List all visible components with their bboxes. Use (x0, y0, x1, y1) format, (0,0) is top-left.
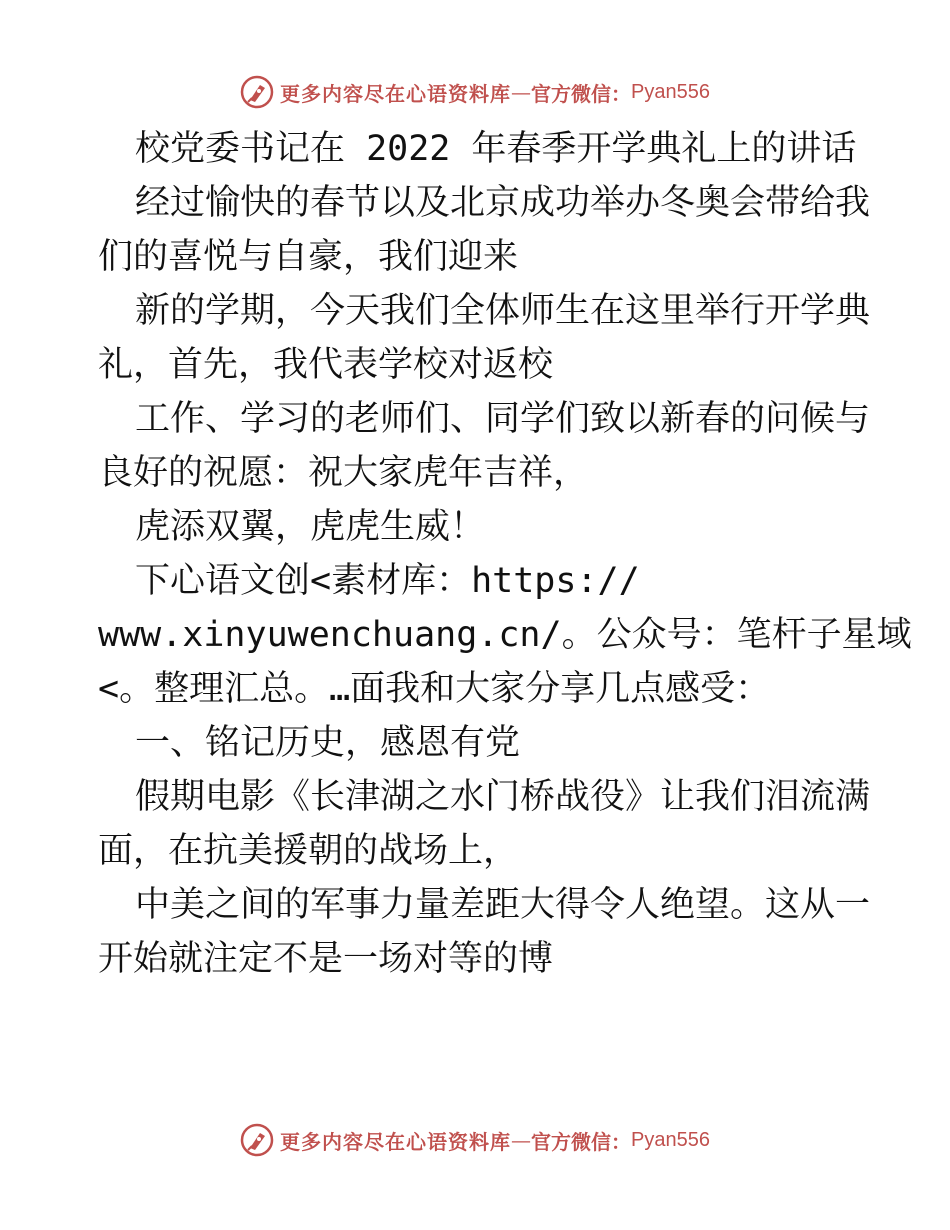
paragraph-line: 经过愉快的春节以及北京成功举办冬奥会带给我 (135, 183, 871, 223)
paragraph-line: 礼，首先，我代表学校对返校 (98, 345, 554, 385)
pen-nib-circle-icon (240, 75, 274, 109)
banner-separator: — (511, 1128, 532, 1152)
section-heading: 一、铭记历史，感恩有党 (135, 723, 521, 763)
paragraph-line: 中美之间的军事力量差距大得令人绝望。这从一 (135, 885, 871, 925)
pen-nib-circle-icon (240, 1123, 274, 1157)
banner-contact-label: 官方微信： (531, 81, 632, 106)
paragraph-line: 虎添双翼，虎虎生威！ (135, 507, 486, 547)
paragraph-line: 新的学期，今天我们全体师生在这里举行开学典 (135, 291, 871, 331)
paragraph-line: 开始就注定不是一场对等的博 (98, 939, 554, 979)
paragraph-line: 下心语文创<素材库：https:// (135, 561, 640, 601)
speech-body (98, 122, 912, 986)
banner-brand-text: 更多内容尽在心语资料库 (280, 1129, 512, 1154)
header-banner[interactable] (0, 72, 950, 112)
footer-banner[interactable] (0, 1120, 950, 1160)
banner-contact-label: 官方微信： (531, 1129, 632, 1154)
paragraph-line: www.xinyuwenchuang.cn/。公众号：笔杆子星域 (98, 615, 912, 655)
speech-title: 校党委书记在 2022 年春季开学典礼上的讲话 (135, 129, 857, 169)
paragraph-line: 假期电影《长津湖之水门桥战役》让我们泪流满 (135, 777, 871, 817)
banner-separator: — (511, 80, 532, 104)
paragraph-line: 面，在抗美援朝的战场上， (98, 831, 519, 871)
paragraph-line: 良好的祝愿：祝大家虎年吉祥， (98, 453, 589, 493)
banner-brand-text: 更多内容尽在心语资料库 (280, 81, 512, 106)
banner-contact-id: Pyan556 (631, 80, 710, 103)
banner-contact-id: Pyan556 (631, 1128, 710, 1151)
paragraph-line: 工作、学习的老师们、同学们致以新春的问候与 (135, 399, 871, 439)
paragraph-line: <。整理汇总。…面我和大家分享几点感受： (98, 669, 771, 709)
paragraph-line: 们的喜悦与自豪，我们迎来 (98, 237, 519, 277)
